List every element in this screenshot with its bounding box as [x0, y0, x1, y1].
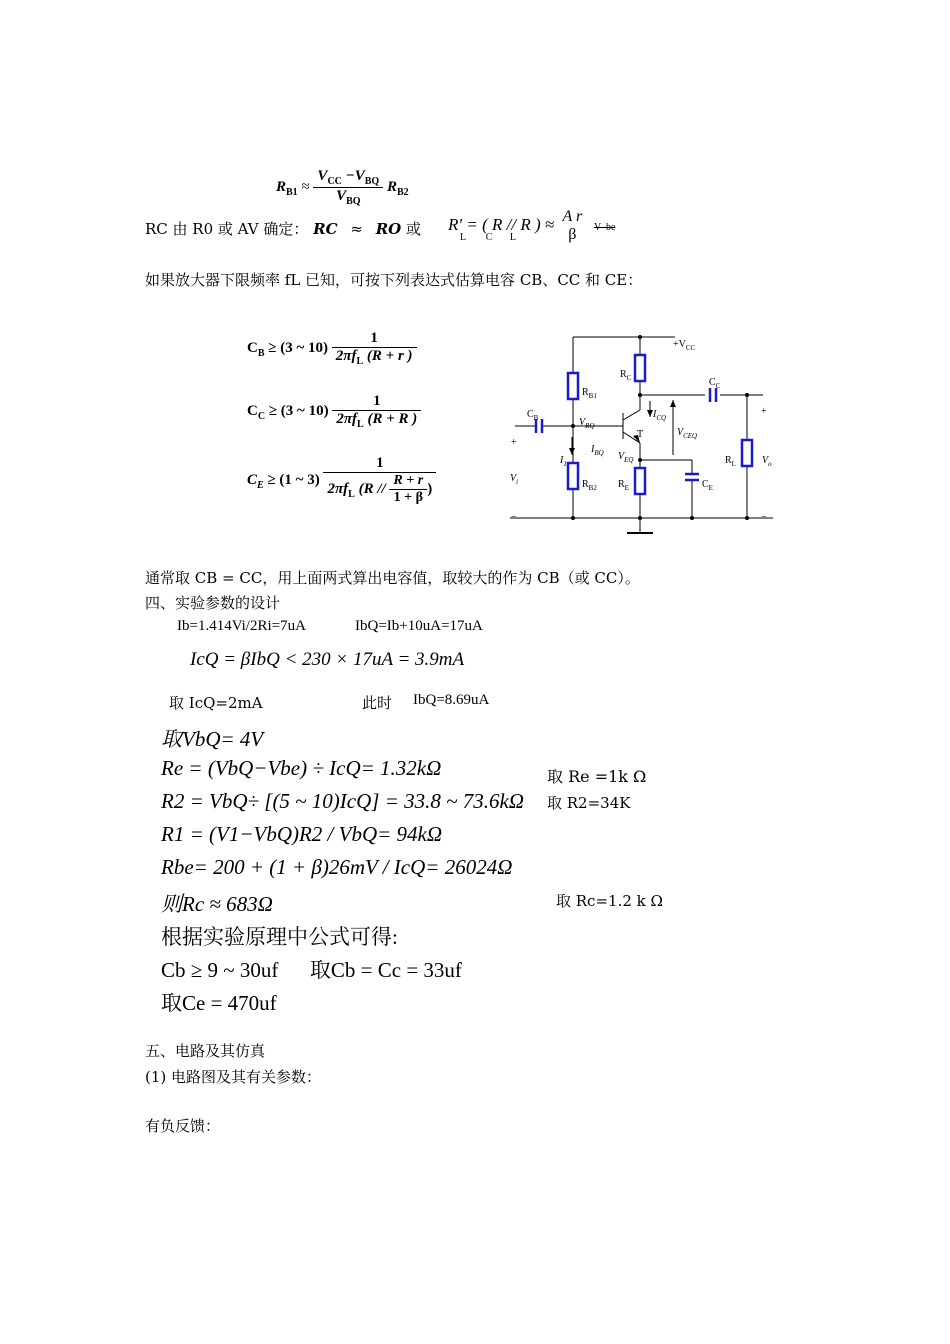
vo-minus: − [761, 512, 767, 523]
rc-line: RC 由 R0 或 AV 确定： RC ≈ RO 或 [145, 220, 422, 238]
icq-equation: IcQ = βIbQ < 230 × 17uA = 3.9mA [190, 649, 465, 670]
cc-formula: $C_C \ge (3$ ~ 10) $\frac{1}{2\pi f_L (R + R )}$ [247, 393, 421, 430]
ce-formula: $C_E \ge (1$ ~ 3) 1 $2\pi f_L$ (R // $\frac{R + r}{1 + \beta}$ ) [247, 455, 436, 506]
paragraph-cb-cc: 通常取 CB = CC，用上面两式算出电容值，取较大的作为 CB（或 CC）。 [145, 569, 640, 587]
vo-label: $V_o$ [762, 455, 772, 468]
eq-cb: Cb ≥ 9 ~ 30uf 取Cb = Cc = 33uf [161, 958, 462, 982]
rl-prime-subs: L C L [460, 232, 517, 243]
icq-label: $I_{CQ}$ [653, 409, 667, 422]
rc-label: $R_C$ [620, 369, 632, 382]
eq-basis: 根据实验原理中公式可得: [161, 925, 398, 949]
take-mid: 此时 [362, 694, 393, 712]
rb1-lhs: R [276, 178, 287, 195]
subsection-1: (1) 电路图及其有关参数： [145, 1068, 322, 1086]
ibq-label: $I_{BQ}$ [591, 444, 604, 457]
note-rc: 取 Rc=1.2 k Ω [556, 892, 663, 910]
vcc-label: $+V_{CC}$ [673, 339, 696, 352]
eq-r1: R1 = (V1−VbQ)R2 / VbQ= 94kΩ [161, 822, 443, 846]
note-r2: 取 R2=34K [547, 794, 631, 812]
vi-minus: − [511, 512, 517, 523]
rb1-label: $R_{B1}$ [582, 387, 597, 400]
vbq-label: $V_{BQ}$ [579, 417, 595, 430]
i1-label: $I_1$ [560, 455, 567, 468]
section-5-heading: 五、电路及其仿真 [145, 1042, 266, 1060]
note-re: 取 Re =1k Ω [547, 767, 647, 786]
eq-r2: R2 = VbQ÷ [(5 ~ 10)IcQ] = 33.8 ~ 73.6kΩ [161, 789, 524, 813]
ce-label: $C_E$ [702, 479, 713, 492]
rb1-fraction: $\frac{V_{CC} -V_{BQ}}{V_{BQ}}$ [313, 168, 383, 207]
re-label: $R_E$ [618, 479, 629, 492]
feedback-label: 有负反馈： [145, 1117, 221, 1135]
cc-label: $C_C$ [709, 377, 721, 390]
rl-prime-formula: R′ = ( R // R ) ≈ A r β [448, 208, 583, 243]
section-4-heading: 四、实验参数的设计 [145, 594, 281, 612]
eq-rc: 则Rc ≈ 683Ω [161, 892, 273, 916]
eq-rbe: Rbe= 200 + (1 + β)26mV / IcQ= 26024Ω [161, 855, 513, 879]
ib-left: Ib=1.414Vi/2Ri=7uA [177, 618, 306, 634]
amplifier-circuit [505, 325, 785, 540]
vceq-label: $V_{CEQ}$ [677, 427, 698, 440]
vo-plus: + [761, 406, 767, 417]
ib-right: IbQ=Ib+10uA=17uA [355, 618, 483, 634]
cb-formula: $C_B \ge (3$ ~ 10) $\frac{1}{2\pi f_L (R + r )}$ [247, 330, 417, 367]
rl-prime-numsub: V be [594, 222, 616, 233]
rb2-label: $R_{B2}$ [582, 479, 597, 492]
eq-re: Re = (VbQ−Vbe) ÷ IcQ= 1.32kΩ [161, 756, 442, 780]
eq-vbq: 取VbQ= 4V [161, 727, 264, 751]
intro-text: 如果放大器下限频率 fL 已知，可按下列表达式估算电容 CB、CC 和 CE： [145, 271, 643, 289]
formula-rb1: $R_{B1}$ ≈ $\frac{V_{CC} -V_{BQ}}{V_{BQ}}$ $R_{B2}$ [276, 168, 409, 207]
take-ibq: IbQ=8.69uA [413, 692, 490, 708]
vi-label: $V_i$ [510, 473, 519, 486]
transistor-label: T [637, 429, 644, 440]
take-icq: 取 IcQ=2mA [169, 694, 263, 712]
vi-plus: + [511, 437, 517, 448]
rl-label: $R_L$ [725, 455, 736, 468]
cb-label: $C_B$ [527, 409, 539, 422]
veq-label: $V_{EQ}$ [618, 451, 634, 464]
eq-ce: 取Ce = 470uf [161, 991, 277, 1015]
